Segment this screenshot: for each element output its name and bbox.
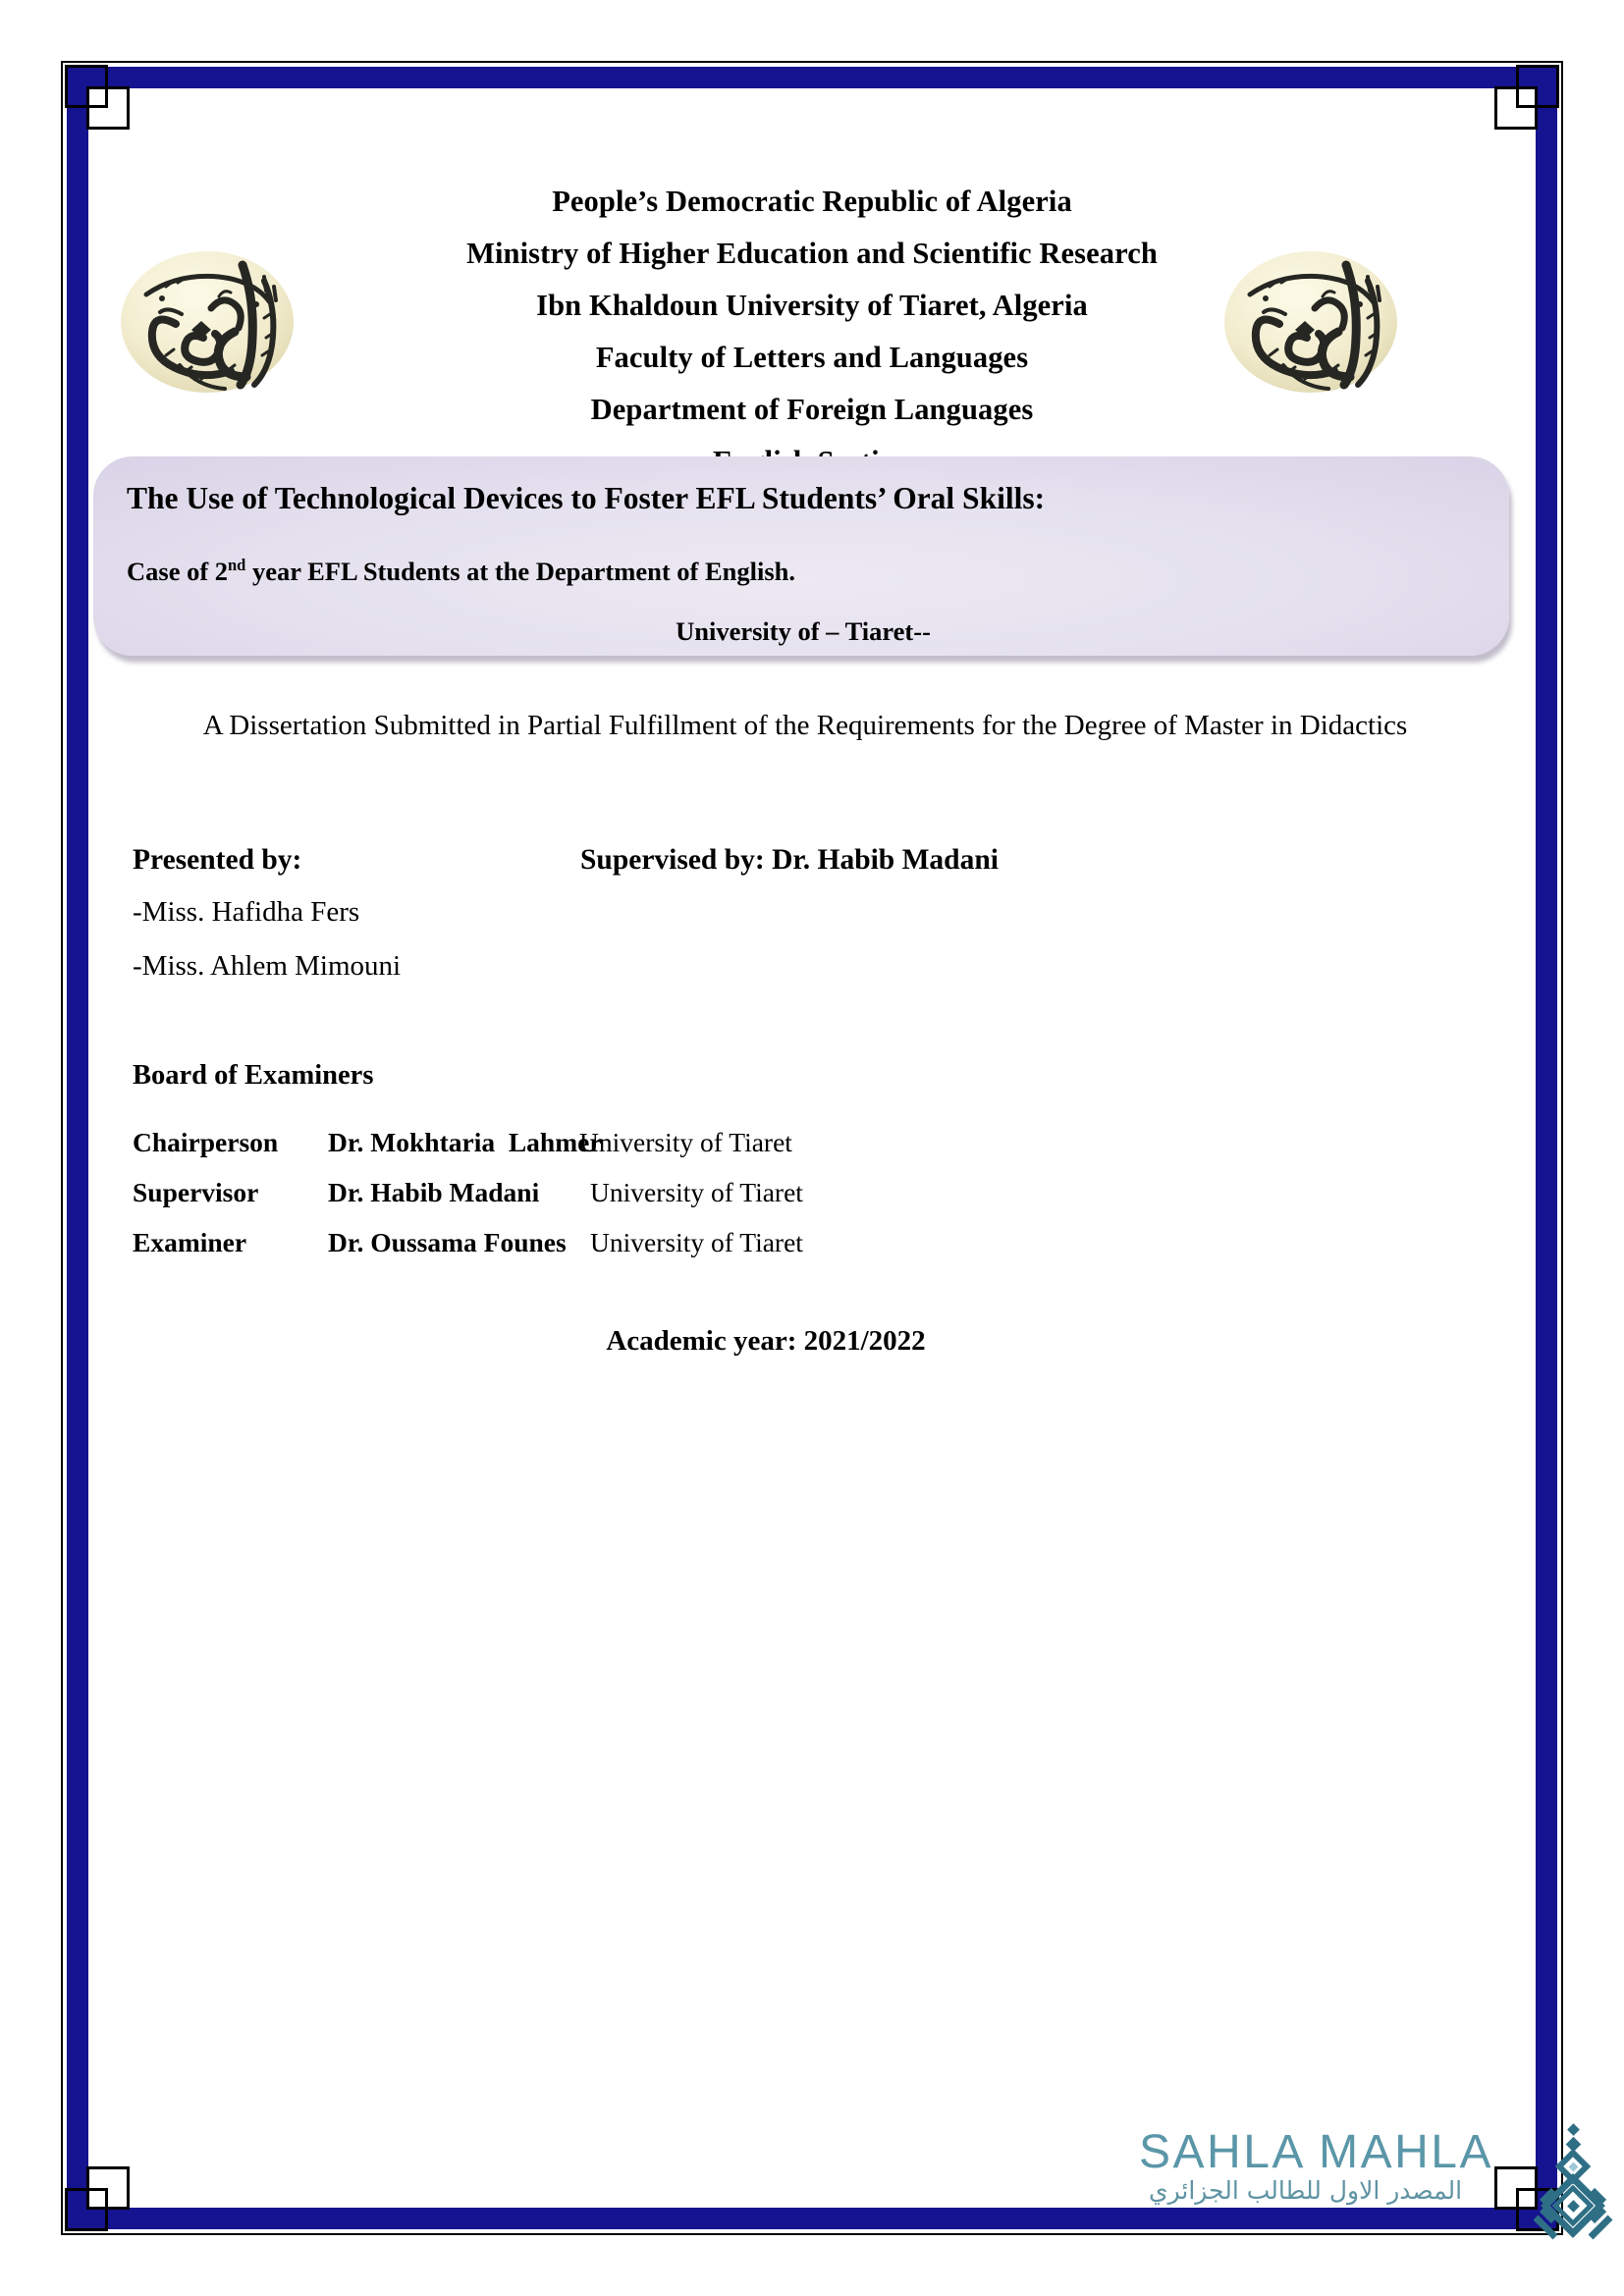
institution-header (93, 187, 1531, 499)
academic-year: Academic year: 2021/2022 (606, 1325, 926, 1357)
board-row (133, 1127, 1468, 1177)
board-of-examiners-title: Board of Examiners (133, 1060, 374, 1091)
authors-heading-row (133, 844, 1468, 893)
board-member-affiliation: University of Tiaret (590, 1177, 803, 1207)
board-member-name: Dr. Mokhtaria Lahmer (328, 1127, 602, 1157)
dissertation-subtitle (123, 555, 1480, 586)
board-member-affiliation: University of Tiaret (590, 1227, 803, 1257)
cover-content (93, 93, 1531, 2203)
board-member-affiliation: University of Tiaret (579, 1127, 792, 1157)
authors-section (133, 844, 1468, 981)
header-line-faculty: Faculty of Letters and Languages (595, 341, 1029, 374)
board-row (133, 1177, 1468, 1227)
presenter-name-1: -Miss. Hafidha Fers (133, 896, 360, 928)
header-line-university: Ibn Khaldoun University of Tiaret, Algeria (536, 289, 1088, 322)
degree-statement: A Dissertation Submitted in Partial Fulfillment of the Requirements for the Degree of Master in Didactics (202, 710, 1408, 741)
board-member-name: Dr. Habib Madani (328, 1177, 540, 1207)
board-role: Supervisor (133, 1177, 259, 1207)
presenter-name-2: -Miss. Ahlem Mimouni (133, 950, 402, 982)
subtitle-prefix: Case of 2 (127, 556, 229, 586)
dissertation-title: The Use of Technological Devices to Foster EFL Students’ Oral Skills: (127, 481, 1046, 515)
board-of-examiners (133, 1060, 1468, 1277)
watermark-brand-text: SAHLA MAHLA (1139, 2126, 1493, 2178)
header-line-department: Department of Foreign Languages (590, 393, 1034, 426)
presented-by-label: Presented by: (133, 844, 302, 876)
watermark-diamond-ornament-icon (1526, 2123, 1620, 2247)
board-role: Chairperson (133, 1127, 279, 1157)
header-line-ministry: Ministry of Higher Education and Scientific Research (466, 237, 1158, 270)
header-line-country: People’s Democratic Republic of Algeria (552, 185, 1072, 218)
dissertation-university-line: University of – Tiaret-- (676, 615, 931, 646)
watermark-arabic-tagline: المصدر الاول للطالب الجزائري (1149, 2176, 1463, 2205)
subtitle-suffix: year EFL Students at the Department of English. (245, 556, 796, 586)
subtitle-ordinal-superscript: nd (228, 555, 246, 574)
board-role: Examiner (133, 1227, 247, 1257)
supervised-by-label: Supervised by: Dr. Habib Madani (580, 844, 999, 876)
board-row (133, 1227, 1468, 1277)
board-member-name: Dr. Oussama Founes (328, 1227, 567, 1257)
dissertation-title-banner (93, 456, 1509, 656)
